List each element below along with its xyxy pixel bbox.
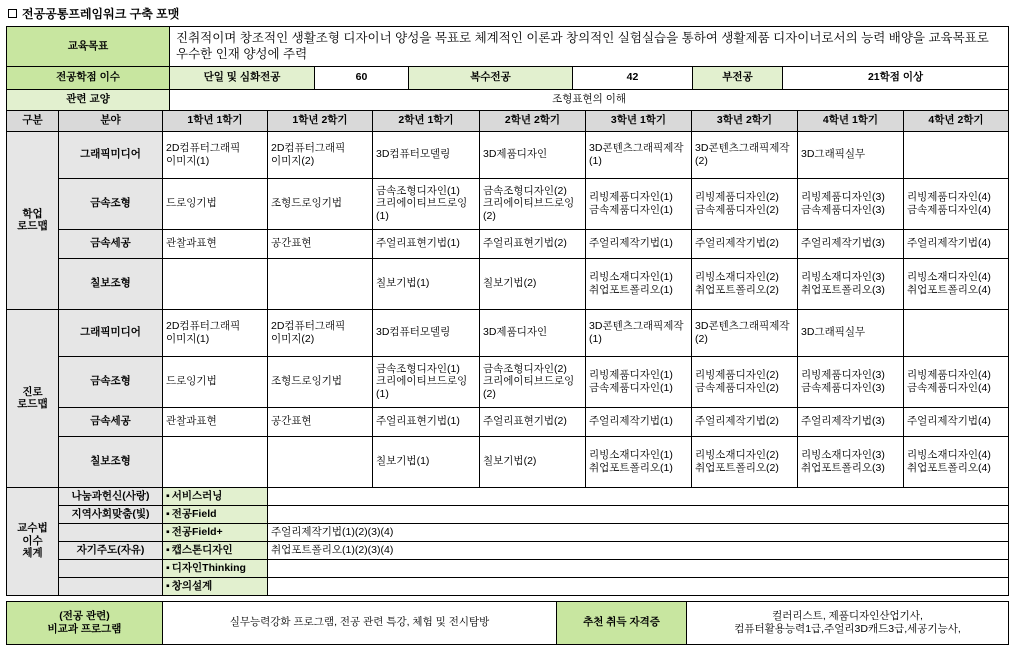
- course-cell: 주얼리표현기법(2): [480, 229, 586, 258]
- row-group-academic: [7, 131, 59, 309]
- teaching-category: [59, 523, 163, 541]
- row-group-teaching-line3: 체계: [22, 547, 43, 560]
- course-cell: 리빙제품디자인(3) 금속제품디자인(3): [798, 356, 904, 407]
- page-title: 전공공통프레임워크 구축 포맷: [22, 7, 180, 21]
- course-cell: 금속조형디자인(1) 크리에이티브드로잉(1): [373, 178, 480, 229]
- table-row: [7, 577, 1009, 595]
- certificate-label: 추천 취득 자격증: [557, 601, 687, 644]
- course-cell: 주얼리제작기법(2): [692, 229, 798, 258]
- minor-value: 21학점 이상: [783, 66, 1009, 89]
- course-cell: 리빙소재디자인(1) 취업포트폴리오(1): [586, 258, 692, 309]
- field-label: 그래픽미디어: [59, 131, 163, 178]
- course-cell: 금속조형디자인(1) 크리에이티브드로잉(1): [373, 356, 480, 407]
- goal-row: [7, 27, 1009, 67]
- bullet-icon: ▪: [166, 579, 170, 592]
- course-cell: 주얼리제작기법(3): [798, 229, 904, 258]
- document-title-row: [8, 5, 1009, 22]
- table-row: [7, 407, 1009, 436]
- course-cell: 리빙소재디자인(2) 취업포트폴리오(2): [692, 258, 798, 309]
- row-group-teaching-line2: 이수: [22, 534, 43, 547]
- course-cell: 3D콘텐츠그래픽제작(1): [586, 309, 692, 356]
- row-group-career-line2: 로드맵: [17, 398, 48, 410]
- course-cell: 리빙제품디자인(1) 금속제품디자인(1): [586, 356, 692, 407]
- course-cell: 주얼리제작기법(1): [586, 407, 692, 436]
- noncurricular-text: 실무능력강화 프로그램, 전공 관련 특강, 체험 및 전시탐방: [163, 601, 557, 644]
- table-row: [7, 178, 1009, 229]
- course-cell: 2D컴퓨터그래픽 이미지(2): [268, 309, 373, 356]
- col-term-3-2: 3학년 2학기: [692, 110, 798, 131]
- table-row: [7, 258, 1009, 309]
- course-cell: 주얼리제작기법(1): [586, 229, 692, 258]
- course-cell: 리빙소재디자인(1) 취업포트폴리오(1): [586, 436, 692, 487]
- course-cell: 리빙제품디자인(1) 금속제품디자인(1): [586, 178, 692, 229]
- course-cell: 칠보기법(2): [480, 258, 586, 309]
- row-group-career-line1: 진로: [22, 385, 43, 398]
- course-cell: 조형드로잉기법: [268, 178, 373, 229]
- course-cell: 관찰과표현: [163, 229, 268, 258]
- course-cell: 3D제품디자인: [480, 131, 586, 178]
- noncurricular-label-line1: (전공 관련): [59, 610, 110, 623]
- liberal-row: [7, 89, 1009, 110]
- course-cell: 칠보기법(1): [373, 436, 480, 487]
- noncurricular-label-line2: 비교과 프로그램: [47, 622, 122, 635]
- course-cell: 드로잉기법: [163, 178, 268, 229]
- teaching-value: [268, 487, 1009, 505]
- course-cell: 공간표현: [268, 407, 373, 436]
- col-term-4-2: 4학년 2학기: [904, 110, 1009, 131]
- roadmap-header-row: [7, 110, 1009, 131]
- bullet-icon: ▪: [166, 561, 170, 574]
- course-cell: 3D콘텐츠그래픽제작(2): [692, 309, 798, 356]
- col-term-1-2: 1학년 2학기: [268, 110, 373, 131]
- course-cell: 금속조형디자인(2) 크리에이티브드로잉(2): [480, 178, 586, 229]
- field-label: 칠보조형: [59, 258, 163, 309]
- minor-label: 부전공: [693, 66, 783, 89]
- teaching-value: 주얼리제작기법(1)(2)(3)(4): [268, 523, 1009, 541]
- course-cell: 주얼리제작기법(4): [904, 229, 1009, 258]
- course-cell: 관찰과표현: [163, 407, 268, 436]
- field-label: 그래픽미디어: [59, 309, 163, 356]
- course-cell: 조형드로잉기법: [268, 356, 373, 407]
- col-field: 분야: [59, 110, 163, 131]
- course-cell: 리빙제품디자인(3) 금속제품디자인(3): [798, 178, 904, 229]
- teaching-method-table: [6, 487, 1009, 596]
- course-cell: 주얼리제작기법(3): [798, 407, 904, 436]
- table-row: [7, 229, 1009, 258]
- course-cell: 3D콘텐츠그래픽제작(2): [692, 131, 798, 178]
- col-term-2-1: 2학년 1학기: [373, 110, 480, 131]
- course-cell: 드로잉기법: [163, 356, 268, 407]
- course-cell: [163, 258, 268, 309]
- teaching-value: [268, 577, 1009, 595]
- goal-text: 진취적이며 창조적인 생활조형 디자이너 양성을 목표로 체계적인 이론과 창의적인 실험실습을 통하여 생활제품 디자이너로서의 능력 배양을 교육목표로 우수한 인재 양성에 주력: [170, 27, 1009, 67]
- course-cell: [904, 309, 1009, 356]
- row-group-academic-line2: 로드맵: [17, 220, 48, 232]
- credits-row: [7, 66, 1009, 89]
- square-bullet-icon: [8, 9, 17, 18]
- field-label: 금속조형: [59, 178, 163, 229]
- course-cell: 주얼리제작기법(4): [904, 407, 1009, 436]
- course-cell: 금속조형디자인(2) 크리에이티브드로잉(2): [480, 356, 586, 407]
- course-cell: 리빙소재디자인(2) 취업포트폴리오(2): [692, 436, 798, 487]
- course-cell: 주얼리표현기법(2): [480, 407, 586, 436]
- table-row: [7, 523, 1009, 541]
- bullet-icon: ▪: [166, 525, 170, 538]
- teaching-category: 나눔과헌신(사랑): [59, 487, 163, 505]
- course-cell: [163, 436, 268, 487]
- certificate-text-line1: 컬러리스트, 제품디자인산업기사,: [772, 610, 923, 623]
- roadmap-table: [6, 110, 1009, 488]
- course-cell: 3D컴퓨터모델링: [373, 309, 480, 356]
- liberal-value: 조형표현의 이해: [170, 89, 1009, 110]
- bullet-icon: ▪: [166, 543, 170, 556]
- certificate-text-line2: 컴퓨터활용능력1급,주얼리3D캐드3급,세공기능사,: [734, 622, 961, 635]
- course-cell: [904, 131, 1009, 178]
- teaching-item: ▪ 디자인Thinking: [163, 559, 268, 577]
- table-row: [7, 505, 1009, 523]
- single-major-label: 단일 및 심화전공: [170, 66, 315, 89]
- course-cell: 리빙소재디자인(3) 취업포트폴리오(3): [798, 258, 904, 309]
- col-term-2-2: 2학년 2학기: [480, 110, 586, 131]
- course-cell: [268, 258, 373, 309]
- course-cell: 리빙소재디자인(3) 취업포트폴리오(3): [798, 436, 904, 487]
- row-group-academic-line1: 학업: [22, 207, 43, 220]
- course-cell: 리빙제품디자인(2) 금속제품디자인(2): [692, 356, 798, 407]
- field-label: 금속조형: [59, 356, 163, 407]
- summary-table: [6, 26, 1009, 111]
- course-cell: 주얼리표현기법(1): [373, 407, 480, 436]
- table-row: [7, 487, 1009, 505]
- course-cell: 3D그래픽실무: [798, 131, 904, 178]
- table-row: [7, 309, 1009, 356]
- teaching-item: ▪ 창의설계: [163, 577, 268, 595]
- course-cell: [268, 436, 373, 487]
- table-row: [7, 436, 1009, 487]
- teaching-value: [268, 559, 1009, 577]
- bullet-icon: ▪: [166, 507, 170, 520]
- course-cell: 칠보기법(1): [373, 258, 480, 309]
- teaching-value: 취업포트폴리오(1)(2)(3)(4): [268, 541, 1009, 559]
- course-cell: 공간표현: [268, 229, 373, 258]
- course-cell: 칠보기법(2): [480, 436, 586, 487]
- teaching-category: [59, 577, 163, 595]
- course-cell: 주얼리제작기법(2): [692, 407, 798, 436]
- course-cell: 2D컴퓨터그래픽 이미지(1): [163, 131, 268, 178]
- teaching-item: ▪ 캡스톤디자인: [163, 541, 268, 559]
- field-label: 금속세공: [59, 229, 163, 258]
- table-row: [7, 541, 1009, 559]
- teaching-category: 자기주도(자유): [59, 541, 163, 559]
- course-cell: 리빙제품디자인(4) 금속제품디자인(4): [904, 178, 1009, 229]
- course-cell: 3D콘텐츠그래픽제작(1): [586, 131, 692, 178]
- course-cell: 리빙소재디자인(4) 취업포트폴리오(4): [904, 436, 1009, 487]
- liberal-label: 관련 교양: [7, 89, 170, 110]
- row-group-teaching: [7, 487, 59, 595]
- row-group-career: [7, 309, 59, 487]
- credits-label: 전공학점 이수: [7, 66, 170, 89]
- double-major-label: 복수전공: [409, 66, 573, 89]
- teaching-category: [59, 559, 163, 577]
- single-major-value: 60: [315, 66, 409, 89]
- course-cell: 2D컴퓨터그래픽 이미지(2): [268, 131, 373, 178]
- col-term-1-1: 1학년 1학기: [163, 110, 268, 131]
- goal-label: 교육목표: [7, 27, 170, 67]
- teaching-category: 지역사회맞춤(빛): [59, 505, 163, 523]
- bullet-icon: ▪: [166, 489, 170, 502]
- teaching-value: [268, 505, 1009, 523]
- double-major-value: 42: [573, 66, 693, 89]
- row-group-teaching-line1: 교수법: [17, 522, 48, 535]
- col-division: 구분: [7, 110, 59, 131]
- table-row: [7, 356, 1009, 407]
- teaching-item: ▪ 전공Field: [163, 505, 268, 523]
- course-cell: 주얼리표현기법(1): [373, 229, 480, 258]
- col-term-4-1: 4학년 1학기: [798, 110, 904, 131]
- table-row: [7, 559, 1009, 577]
- course-cell: 3D제품디자인: [480, 309, 586, 356]
- course-cell: 3D그래픽실무: [798, 309, 904, 356]
- course-cell: 리빙소재디자인(4) 취업포트폴리오(4): [904, 258, 1009, 309]
- field-label: 금속세공: [59, 407, 163, 436]
- course-cell: 3D컴퓨터모델링: [373, 131, 480, 178]
- col-term-3-1: 3학년 1학기: [586, 110, 692, 131]
- course-cell: 2D컴퓨터그래픽 이미지(1): [163, 309, 268, 356]
- teaching-item: ▪ 전공Field+: [163, 523, 268, 541]
- field-label: 칠보조형: [59, 436, 163, 487]
- course-cell: 리빙제품디자인(4) 금속제품디자인(4): [904, 356, 1009, 407]
- teaching-item: ▪ 서비스러닝: [163, 487, 268, 505]
- table-row: [7, 131, 1009, 178]
- course-cell: 리빙제품디자인(2) 금속제품디자인(2): [692, 178, 798, 229]
